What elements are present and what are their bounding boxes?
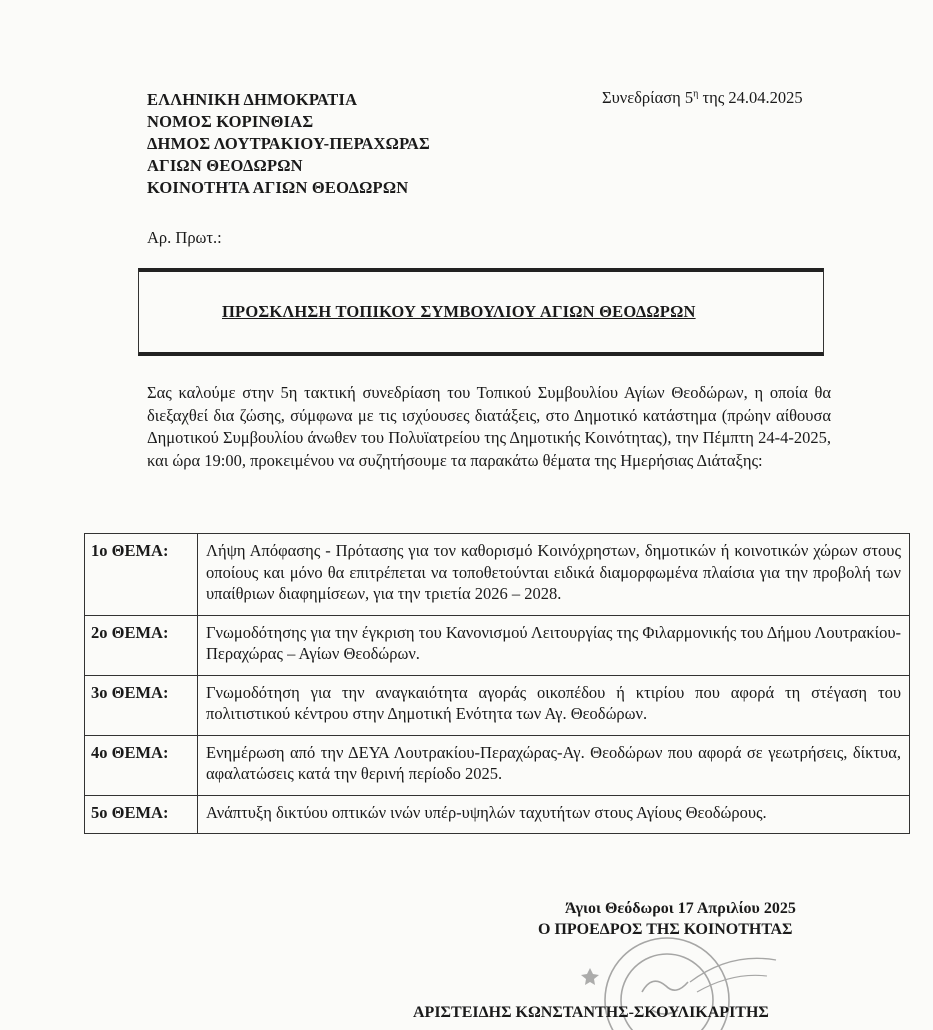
protocol-number: Αρ. Πρωτ.: <box>147 228 222 247</box>
agenda-row <box>85 795 910 834</box>
signature-place-date: Άγιοι Θεόδωροι 17 Απριλίου 2025 <box>565 900 796 917</box>
session-prefix: Συνεδρίαση 5 <box>602 88 694 107</box>
session-sup: η <box>693 88 699 100</box>
agenda-row <box>85 534 910 616</box>
agenda-text: Ανάπτυξη δικτύου οπτικών ινών υπέρ-υψηλών ταχυτήτων στους Αγίους Θεοδώρους. <box>198 795 910 834</box>
header-line-district: ΑΓΙΩΝ ΘΕΟΔΩΡΩΝ <box>147 156 303 175</box>
agenda-text: Γνωμοδότηση για την αναγκαιότητα αγοράς οικοπέδου ή κτιρίου που αφορά τη στέγαση του πολιτιστικού κέντρου στην Δημοτική Ενότητα των Αγ. Θεοδώρων. <box>198 675 910 735</box>
intro-paragraph: Σας καλούμε στην 5η τακτική συνεδρίαση του Τοπικού Συμβουλίου Αγίων Θεοδώρων, η οποία θα διεξαχθεί δια ζώσης, σύμφωνα με τις ισχύουσες διατάξεις, στο Δημοτικό κατάστημα (πρώην αίθουσα Δημοτικού Συμβουλίου άνωθεν του Πολυϊατρείου της Δημοτικής Κοινότητας), την Πέμπτη 24-4-2025, και ώρα 19:00, προκειμένου να συζητήσουμε τα παρακάτω θέματα της Ημερήσιας Διάταξης: <box>147 383 831 470</box>
agenda-table <box>84 533 910 834</box>
agenda-label: 3ο ΘΕΜΑ: <box>85 675 198 735</box>
agenda-label: 1ο ΘΕΜΑ: <box>85 534 198 616</box>
header-line-municipality: ΔΗΜΟΣ ΛΟΥΤΡΑΚΙΟΥ-ΠΕΡΑΧΩΡΑΣ <box>147 134 431 153</box>
session-date: της 24.04.2025 <box>698 88 803 107</box>
agenda-row <box>85 615 910 675</box>
session-info <box>602 88 803 108</box>
agenda-row <box>85 735 910 795</box>
signature-name: ΑΡΙΣΤΕΙΔΗΣ ΚΩΝΣΤΑΝΤΗΣ-ΣΚΟΥΛΙΚΑΡΙΤΗΣ <box>413 1004 769 1021</box>
agenda-row <box>85 675 910 735</box>
header-line-republic: ΕΛΛΗΝΙΚΗ ΔΗΜΟΚΡΑΤΙΑ <box>147 90 358 109</box>
header-line-community: ΚΟΙΝΟΤΗΤΑ ΑΓΙΩΝ ΘΕΟΔΩΡΩΝ <box>147 178 409 197</box>
agenda-label: 5ο ΘΕΜΑ: <box>85 795 198 834</box>
agenda-text: Γνωμοδότησης για την έγκριση του Κανονισμού Λειτουργίας της Φιλαρμονικής του Δήμου Λουτρακίου- Περαχώρας – Αγίων Θεοδώρων. <box>198 615 910 675</box>
agenda-label: 4ο ΘΕΜΑ: <box>85 735 198 795</box>
signature-role: Ο ΠΡΟΕΔΡΟΣ ΤΗΣ ΚΟΙΝΟΤΗΤΑΣ <box>538 921 793 938</box>
header-line-prefecture: ΝΟΜΟΣ ΚΟΡΙΝΘΙΑΣ <box>147 112 314 131</box>
agenda-text: Ενημέρωση από την ΔΕΥΑ Λουτρακίου-Περαχώρας-Αγ. Θεοδώρων που αφορά σε γεωτρήσεις, δίκτυα, αφαλατώσεις κατά την θερινή περίοδο 2025. <box>198 735 910 795</box>
document-title: ΠΡΟΣΚΛΗΣΗ ΤΟΠΙΚΟΥ ΣΥΜΒΟΥΛΙΟΥ ΑΓΙΩΝ ΘΕΟΔΩΡΩΝ <box>222 302 696 321</box>
agenda-label: 2ο ΘΕΜΑ: <box>85 615 198 675</box>
agenda-text: Λήψη Απόφασης - Πρότασης για τον καθορισμό Κοινόχρηστων, δημοτικών ή κοινοτικών χώρων στους οποίους και μόνο θα επιτρέπεται να τοποθετούνται ειδικά διαμορφωμένα πλαίσια για την προβολή των υπαίθριων διαφημίσεων, για την τριετία 2026 – 2028. <box>198 534 910 616</box>
